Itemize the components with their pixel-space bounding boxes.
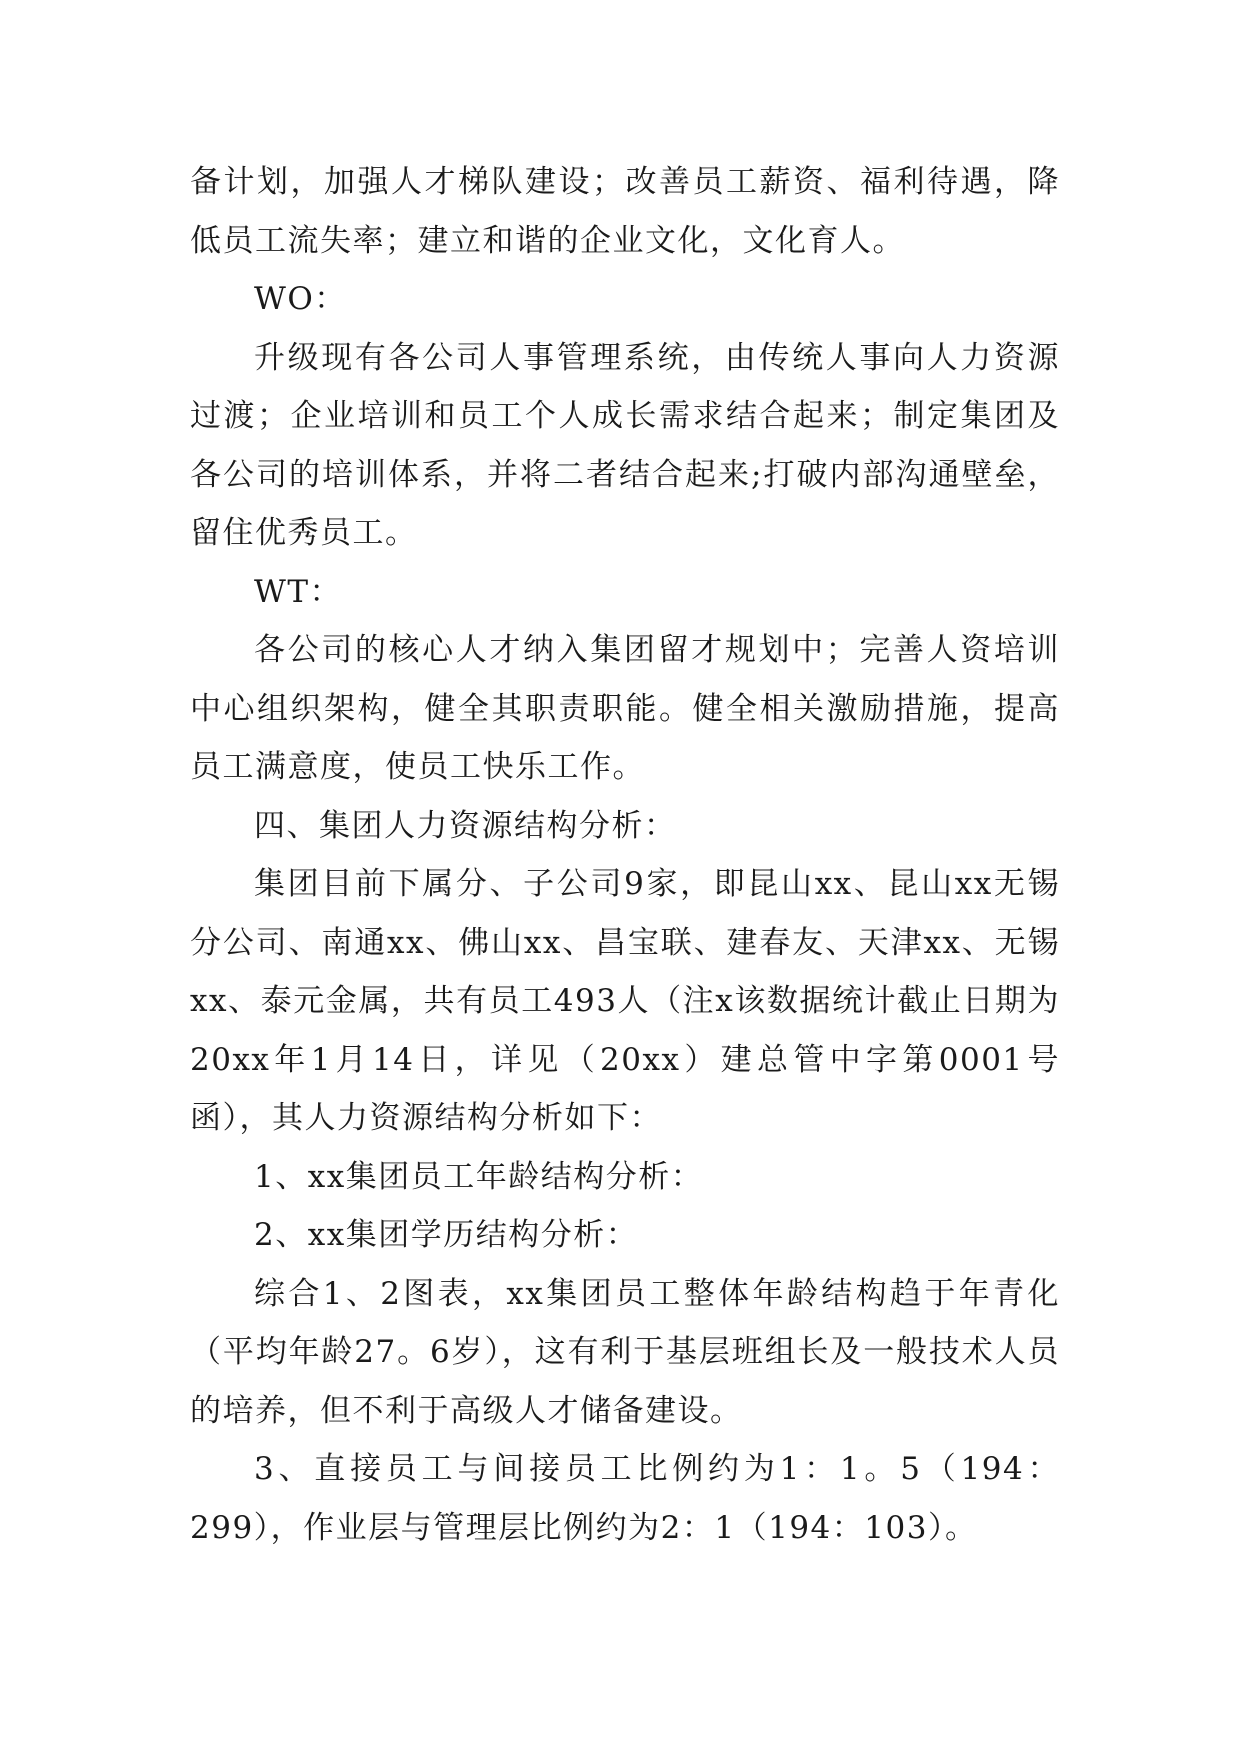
item-staff-ratio: 3、直接员工与间接员工比例约为1：1。5（194：299），作业层与管理层比例约为2：1（194：103）。 [190,1451,1060,1546]
section-heading-structure: 四、集团人力资源结构分析： [254,807,677,844]
paragraph-continuation: 备计划，加强人才梯队建设；改善员工薪资、福利待遇，降低员工流失率；建立和谐的企业文化，文化育人。 [190,164,1060,259]
section-label-wo: WO： [254,281,347,317]
document-body [190,153,1060,1557]
paragraph-summary: 综合1、2图表，xx集团员工整体年龄结构趋于年青化（平均年龄27。6岁），这有利于基层班组长及一般技术人员的培养，但不利于高级人才储备建设。 [190,1275,1060,1429]
paragraph-wt: 各公司的核心人才纳入集团留才规划中；完善人资培训中心组织架构，健全其职责职能。健全相关激励措施，提高员工满意度，使员工快乐工作。 [190,632,1060,785]
section-label-wt: WT： [254,573,343,610]
paragraph-group-overview: 集团目前下属分、子公司9家，即昆山xx、昆山xx无锡分公司、南通xx、佛山xx、昌宝联、建春友、天津xx、无锡xx、泰元金属，共有员工493人（注x该数据统计截止日期为20xx年1月14日，详见（20xx）建总管中字第0001号函），其人力资源结构分析如下： [190,866,1060,1136]
paragraph-wo: 升级现有各公司人事管理系统，由传统人事向人力资源过渡；企业培训和员工个人成长需求结合起来；制定集团及各公司的培训体系，并将二者结合起来;打破内部沟通壁垒，留住优秀员工。 [190,339,1060,551]
item-education-structure: 2、xx集团学历结构分析： [254,1217,639,1253]
item-age-structure: 1、xx集团员工年龄结构分析： [254,1158,704,1195]
